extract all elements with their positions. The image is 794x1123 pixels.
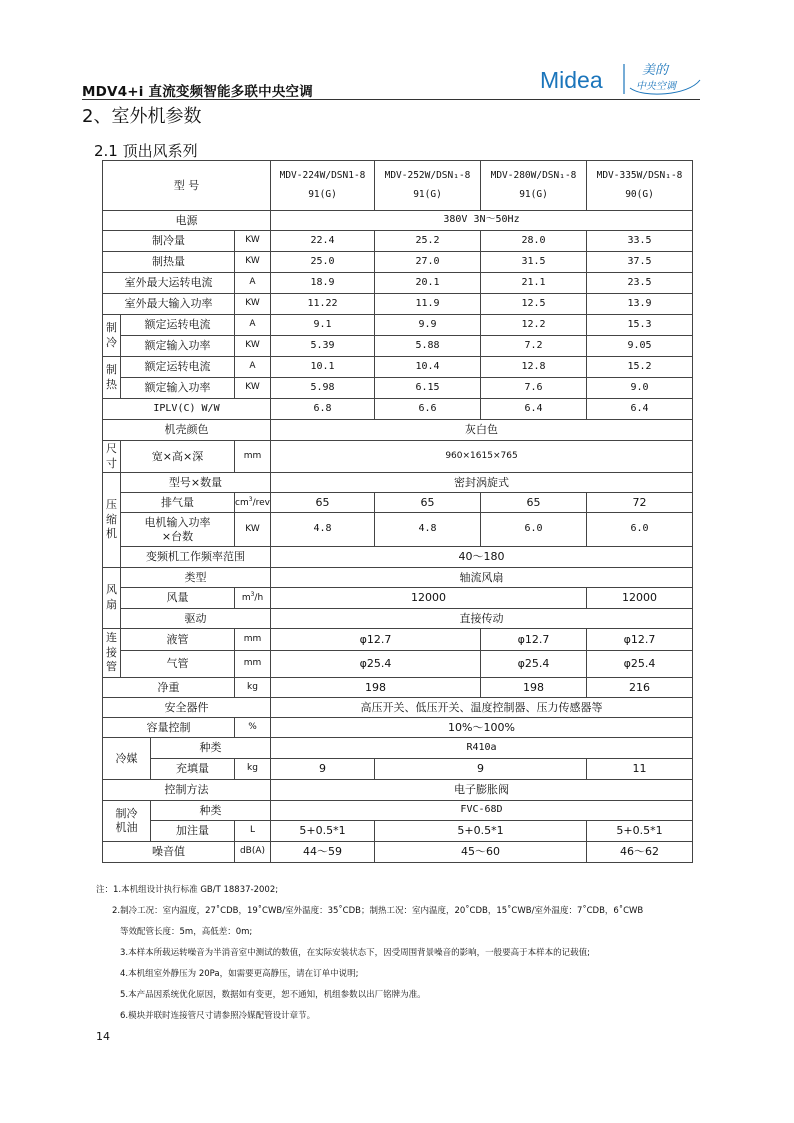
value-cell: 15.3	[587, 315, 693, 336]
value-cell: 5+0.5*1	[375, 821, 587, 842]
value-cell: 31.5	[481, 252, 587, 273]
table-row-gas-pipe	[103, 651, 693, 678]
unit-cell: A	[235, 273, 271, 294]
cooling-group-label: 制 冷	[103, 315, 121, 357]
unit-cell: kg	[235, 678, 271, 698]
unit-cell: KW	[235, 294, 271, 315]
value-cell: 37.5	[587, 252, 693, 273]
table-row-heating-rated-current	[103, 357, 693, 378]
footnote-1: 注：1.本机组设计执行标准 GB/T 18837-2002;	[96, 885, 279, 895]
table-row-heating-rated-power	[103, 378, 693, 399]
capacity-control-label: 容量控制	[103, 718, 235, 738]
casing-color-label: 机壳颜色	[103, 420, 271, 441]
value-cell: 198	[271, 678, 481, 698]
logo-cn-top: 美的	[642, 62, 669, 77]
value-cell: 45～60	[375, 842, 587, 863]
value-cell: 65	[375, 493, 481, 513]
value-cell: 27.0	[375, 252, 481, 273]
unit-cell: mm	[235, 651, 271, 678]
value-cell: 23.5	[587, 273, 693, 294]
drive-label: 驱动	[121, 609, 271, 629]
table-row-casing-color	[103, 420, 693, 441]
refrigerant-kind-value: R410a	[271, 738, 693, 759]
unit-cell: KW	[235, 336, 271, 357]
model-header-1: MDV-224W/DSN1-8 91(G)	[271, 161, 375, 211]
table-row-drive	[103, 609, 693, 629]
value-cell: 5.39	[271, 336, 375, 357]
unit-cell: KW	[235, 513, 271, 547]
footnotes	[96, 880, 706, 1027]
displacement-label: 排气量	[121, 493, 235, 513]
compressor-group-label: 压 缩 机	[103, 473, 121, 568]
value-cell: 13.9	[587, 294, 693, 315]
value-cell: 198	[481, 678, 587, 698]
value-cell: 216	[587, 678, 693, 698]
table-row-model	[103, 161, 693, 211]
unit-cell: KW	[235, 231, 271, 252]
heating-group-label: 制 热	[103, 357, 121, 399]
unit-cell: KW	[235, 252, 271, 273]
value-cell: 25.0	[271, 252, 375, 273]
rated-power-label: 额定输入功率	[121, 378, 235, 399]
unit-cell: $m^3/h$	[235, 588, 271, 609]
table-row-control-method	[103, 780, 693, 801]
rated-power-label: 额定输入功率	[121, 336, 235, 357]
unit-cell: mm	[235, 441, 271, 473]
unit-cell: KW	[235, 378, 271, 399]
value-cell: 5+0.5*1	[587, 821, 693, 842]
value-cell: 65	[481, 493, 587, 513]
net-weight-label: 净重	[103, 678, 235, 698]
table-row-cooling-rated-current	[103, 315, 693, 336]
cooling-capacity-label: 制冷量	[103, 231, 235, 252]
rated-current-label: 额定运转电流	[121, 315, 235, 336]
model-header-3: MDV-280W/DSN₁-8 91(G)	[481, 161, 587, 211]
table-row-motor-power	[103, 513, 693, 547]
table-row-refrigerant-kind	[103, 738, 693, 759]
value-cell: 22.4	[271, 231, 375, 252]
value-cell: 18.9	[271, 273, 375, 294]
compressor-type-label: 型号×数量	[121, 473, 271, 493]
table-row-fan-type	[103, 568, 693, 588]
footnote-6: 6.模块并联时连接管尺寸请参照冷媒配管设计章节。	[120, 1011, 316, 1021]
value-cell: φ25.4	[481, 651, 587, 678]
unit-cell: kg	[235, 759, 271, 780]
oil-amount-label: 加注量	[151, 821, 235, 842]
unit-cell: mm	[235, 629, 271, 651]
header-divider	[82, 99, 700, 100]
value-cell: 5+0.5*1	[271, 821, 375, 842]
unit-cell: dB(A)	[235, 842, 271, 863]
logo-cn-bottom: 中央空调	[636, 81, 676, 92]
value-cell: 12000	[587, 588, 693, 609]
unit-cell: L	[235, 821, 271, 842]
value-cell: φ12.7	[587, 629, 693, 651]
value-cell: φ25.4	[271, 651, 481, 678]
footnote-5: 5.本产品因系统优化原因，数据如有变更，恕不通知，机组参数以出厂铭牌为准。	[120, 990, 426, 1000]
heating-capacity-label: 制热量	[103, 252, 235, 273]
charge-label: 充填量	[151, 759, 235, 780]
dimension-value: 960×1615×765	[271, 441, 693, 473]
table-row-net-weight	[103, 678, 693, 698]
value-cell: 15.2	[587, 357, 693, 378]
value-cell: 9	[375, 759, 587, 780]
oil-kind-value: FVC-68D	[271, 801, 693, 821]
table-row-safety	[103, 698, 693, 718]
max-power-label: 室外最大输入功率	[103, 294, 235, 315]
unit-cell: $cm^3$/rev	[235, 493, 271, 513]
table-row-oil-amount	[103, 821, 693, 842]
table-row-liquid-pipe	[103, 629, 693, 651]
power-label: 电源	[103, 211, 271, 231]
value-cell: 6.15	[375, 378, 481, 399]
capacity-control-value: 10%～100%	[271, 718, 693, 738]
value-cell: 33.5	[587, 231, 693, 252]
freq-range-label: 变频机工作频率范围	[121, 547, 271, 568]
table-row-heating-capacity	[103, 252, 693, 273]
footnote-4: 4.本机组室外静压为 20Pa，如需要更高静压，请在订单中说明;	[120, 969, 359, 979]
table-row-cooling-rated-power	[103, 336, 693, 357]
value-cell: 6.0	[587, 513, 693, 547]
freq-range-value: 40～180	[271, 547, 693, 568]
value-cell: 6.8	[271, 399, 375, 420]
value-cell: 6.6	[375, 399, 481, 420]
subsection-title: 2.1 顶出风系列	[94, 142, 198, 160]
outdoor-unit-spec-table	[102, 160, 693, 863]
value-cell: 20.1	[375, 273, 481, 294]
safety-label: 安全器件	[103, 698, 271, 718]
value-cell: 7.2	[481, 336, 587, 357]
logo-brand-text: Midea	[540, 67, 603, 93]
dimension-group-label: 尺 寸	[103, 441, 121, 473]
value-cell: 4.8	[375, 513, 481, 547]
model-label: 型 号	[103, 161, 271, 211]
dimension-label: 宽×高×深	[121, 441, 235, 473]
table-row-dimension	[103, 441, 693, 473]
airflow-label: 风量	[121, 588, 235, 609]
table-row-capacity-control	[103, 718, 693, 738]
control-method-value: 电子膨胀阀	[271, 780, 693, 801]
table-row-max-current	[103, 273, 693, 294]
footnote-2-cont: 等效配管长度：5m，高低差：0m;	[120, 927, 253, 937]
unit-cell: A	[235, 315, 271, 336]
value-cell: 11.9	[375, 294, 481, 315]
table-row-airflow	[103, 588, 693, 609]
safety-value: 高压开关、低压开关、温度控制器、压力传感器等	[271, 698, 693, 718]
value-cell: 12.2	[481, 315, 587, 336]
table-row-refrigerant-charge	[103, 759, 693, 780]
value-cell: 9.05	[587, 336, 693, 357]
model-header-2: MDV-252W/DSN₁-8 91(G)	[375, 161, 481, 211]
value-cell: 6.0	[481, 513, 587, 547]
value-cell: 28.0	[481, 231, 587, 252]
table-row-freq-range	[103, 547, 693, 568]
value-cell: 4.8	[271, 513, 375, 547]
value-cell: 9	[271, 759, 375, 780]
value-cell: 65	[271, 493, 375, 513]
casing-color-value: 灰白色	[271, 420, 693, 441]
value-cell: 10.1	[271, 357, 375, 378]
max-current-label: 室外最大运转电流	[103, 273, 235, 294]
refrigerant-group-label: 冷媒	[103, 738, 151, 780]
footnote-2: 2.制冷工况：室内温度，27˚CDB，19˚CWB/室外温度：35˚CDB；制热工况：室内温度，20˚CDB，15˚CWB/室外温度：7˚CDB，6˚CWB	[112, 906, 644, 916]
value-cell: 9.1	[271, 315, 375, 336]
motor-power-label: 电机输入功率 ×台数	[121, 513, 235, 547]
value-cell: 46～62	[587, 842, 693, 863]
value-cell: 9.9	[375, 315, 481, 336]
model-header-4: MDV-335W/DSN₁-8 90(G)	[587, 161, 693, 211]
table-row-compressor-type	[103, 473, 693, 493]
section-title: 2、室外机参数	[82, 106, 202, 127]
fan-type-label: 类型	[121, 568, 271, 588]
control-method-label: 控制方法	[103, 780, 271, 801]
midea-logo	[538, 58, 703, 98]
noise-label: 噪音值	[103, 842, 235, 863]
value-cell: 11.22	[271, 294, 375, 315]
value-cell: 11	[587, 759, 693, 780]
pipe-group-label: 连 接 管	[103, 629, 121, 678]
table-row-cooling-capacity	[103, 231, 693, 252]
value-cell: 21.1	[481, 273, 587, 294]
value-cell: 9.0	[587, 378, 693, 399]
value-cell: 6.4	[481, 399, 587, 420]
value-cell: 72	[587, 493, 693, 513]
unit-cell: %	[235, 718, 271, 738]
value-cell: 6.4	[587, 399, 693, 420]
table-row-max-power	[103, 294, 693, 315]
value-cell: 5.98	[271, 378, 375, 399]
value-cell: φ12.7	[271, 629, 481, 651]
gas-pipe-label: 气管	[121, 651, 235, 678]
value-cell: 12.5	[481, 294, 587, 315]
page-number: 14	[96, 1030, 110, 1043]
compressor-type-value: 密封涡旋式	[271, 473, 693, 493]
rated-current-label: 额定运转电流	[121, 357, 235, 378]
drive-value: 直接传动	[271, 609, 693, 629]
table-row-iplv	[103, 399, 693, 420]
footnote-3: 3.本样本所载运转噪音为半消音室中测试的数值，在实际安装状态下，因受周围背景噪音的影响，一般要高于本样本的记载值;	[120, 948, 590, 958]
table-row-oil-kind	[103, 801, 693, 821]
table-row-power	[103, 211, 693, 231]
iplv-label: IPLV(C) W/W	[103, 399, 271, 420]
value-cell: 5.88	[375, 336, 481, 357]
value-cell: 44～59	[271, 842, 375, 863]
refrigerant-kind-label: 种类	[151, 738, 271, 759]
value-cell: φ25.4	[587, 651, 693, 678]
value-cell: 12.8	[481, 357, 587, 378]
liquid-pipe-label: 液管	[121, 629, 235, 651]
oil-group-label: 制冷 机油	[103, 801, 151, 842]
fan-type-value: 轴流风扇	[271, 568, 693, 588]
table-row-noise	[103, 842, 693, 863]
value-cell: φ12.7	[481, 629, 587, 651]
table-row-displacement	[103, 493, 693, 513]
power-value: 380V 3N～50Hz	[271, 211, 693, 231]
value-cell: 10.4	[375, 357, 481, 378]
value-cell: 7.6	[481, 378, 587, 399]
value-cell: 12000	[271, 588, 587, 609]
unit-cell: A	[235, 357, 271, 378]
fan-group-label: 风 扇	[103, 568, 121, 629]
document-header-title: MDV4+i 直流变频智能多联中央空调	[82, 84, 313, 100]
oil-kind-label: 种类	[151, 801, 271, 821]
value-cell: 25.2	[375, 231, 481, 252]
